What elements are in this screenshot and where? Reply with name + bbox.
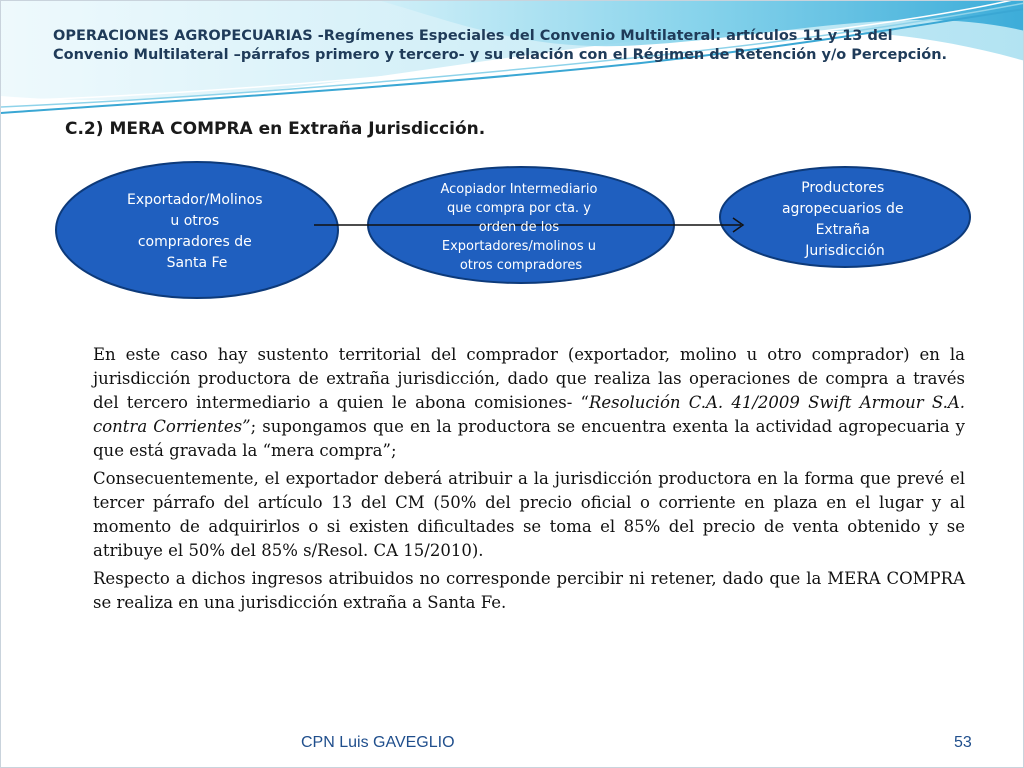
resolution-citation: Resolución C.A. 41/2009 Swift Armour S.A. contra Corrientes” [93, 393, 965, 436]
footer-author: CPN Luis GAVEGLIO [301, 734, 455, 751]
page-number: 53 [954, 734, 972, 751]
flow-diagram [1, 1, 1024, 321]
node-productores-label: Productores agropecuarios de Extraña Jurisdicción [781, 180, 904, 259]
node-exportador-ellipse [56, 162, 338, 298]
paragraph-1: En este caso hay sustento territorial del comprador (exportador, molino u otro comprador) en la jurisdicción productora de extraña jurisdicción, dado que realiza las operaciones de compra a través del tercero intermediario a quien le abona comisiones- “Resolución C.A. 41/2009 Swift Armour S.A. contra Corrientes”; supongamos que en la productora se encuentra exenta la actividad agropecuaria y que está gravada la “mera compra”; [93, 345, 965, 460]
node-exportador-label: Exportador/Molinos u otros compradores de Santa Fe [127, 192, 263, 271]
paragraph-2: Consecuentemente, el exportador deberá atribuir a la jurisdicción productora en la forma que prevé el tercer párrafo del artículo 13 del CM (50% del precio oficial o corriente en plaza en el lugar y al momento de adquirirlos o si existen dificultades se toma el 85% del precio de venta obtenido y se atribuye el 50% del 85% s/Resol. CA 15/2010). [93, 469, 965, 560]
paragraph-3: Respecto a dichos ingresos atribuidos no corresponde percibir ni retener, dado que la MERA COMPRA se realiza en una jurisdicción extraña a Santa Fe. [93, 569, 965, 612]
body-text [93, 343, 965, 619]
slide-title: OPERACIONES AGROPECUARIAS -Regímenes Especiales del Convenio Multilateral: artículos 11 y 13 del Convenio Multilateral –párrafos primero y tercero- y su relación con el Régimen de Retención y/o Percepción. [53, 28, 948, 63]
node-acopiador-label: Acopiador Intermediario que compra por cta. y orden de los Exportadores/molinos u otros compradores [440, 182, 598, 273]
section-subtitle: C.2) MERA COMPRA en Extraña Jurisdicción. [65, 119, 486, 139]
